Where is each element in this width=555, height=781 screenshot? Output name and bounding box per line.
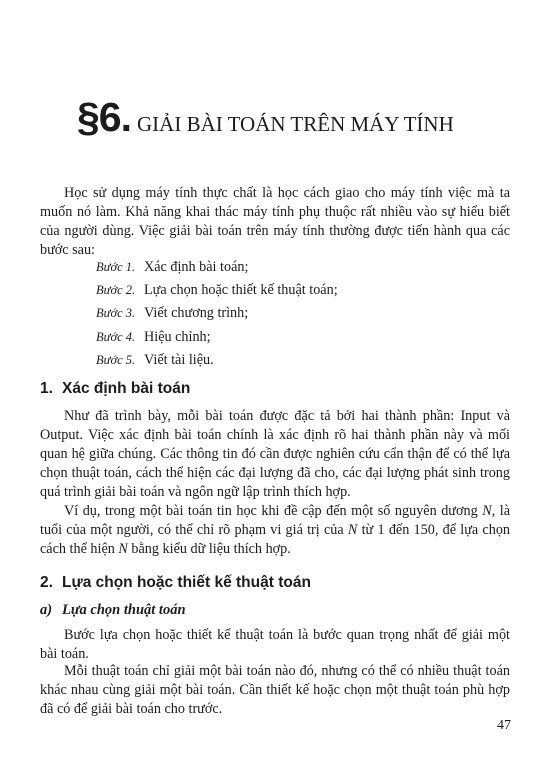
- section-1-number: 1.: [40, 380, 53, 397]
- step-label: Bước 3.: [96, 306, 136, 321]
- section-1-heading: [40, 380, 190, 398]
- section-number: §6.: [77, 94, 131, 140]
- step-text: Viết tài liệu.: [144, 351, 214, 368]
- step-item: [96, 328, 338, 351]
- variable-n: N: [482, 503, 492, 519]
- step-text: Hiệu chỉnh;: [144, 328, 211, 345]
- text-run: Ví dụ, trong một bài toán tin học khi đề cập đến một số nguyên dương: [64, 503, 483, 519]
- section-1-paragraph-2: [40, 502, 510, 559]
- page-number: 47: [497, 718, 511, 733]
- step-text: Lựa chọn hoặc thiết kế thuật toán;: [144, 282, 338, 299]
- subsection-a-number: a): [40, 602, 53, 618]
- step-text: Viết chương trình;: [144, 305, 249, 322]
- step-label: Bước 2.: [96, 283, 136, 298]
- section-2-paragraph-1: Bước lựa chọn hoặc thiết kế thuật toán là bước quan trọng nhất để giải một bài toán.: [40, 627, 510, 662]
- text-run: từ 1 đến 150, để lựa chọn cách thể hiện: [40, 522, 511, 557]
- step-item: [96, 351, 338, 374]
- step-label: Bước 1.: [96, 260, 136, 274]
- step-label: Bước 4.: [96, 329, 136, 344]
- section-2-number: 2.: [40, 574, 53, 591]
- chapter-title: [77, 94, 535, 141]
- section-title-text: GIẢI BÀI TOÁN TRÊN MÁY TÍNH: [137, 112, 454, 136]
- intro-paragraph: Học sử dụng máy tính thực chất là học cách giao cho máy tính việc mà ta muốn nó làm. Khả năng khai thác máy tính phụ thuộc rất nhiều vào sự hiểu biết của người dùng. Việc giải bài toán trên máy tính thường được tiến hành qua các bước sau:: [40, 185, 510, 258]
- steps-list: [96, 258, 338, 374]
- section-1-title: Xác định bài toán: [62, 380, 191, 397]
- step-item: [96, 304, 338, 327]
- section-2-paragraph-2: Mỗi thuật toán chỉ giải một bài toán nào đó, nhưng có thể có nhiều thuật toán khác nhau cùng giải một bài toán. Cần thiết kế hoặc chọn một thuật toán phù hợp đã có để giải bài toán cho trước.: [40, 663, 510, 717]
- section-1-paragraph-1: Như đã trình bày, mỗi bài toán được đặc tả bởi hai thành phần: Input và Output. Việc xác định bài toán chính là xác định rõ hai thành phần này và mối quan hệ giữa chúng. Các thông tin đó cần được nghiên cứu cẩn thận để có thể lựa chọn thuật toán, cách thể hiện các đại lượng đã cho, các đại lượng phát sinh trong quá trình giải bài toán và ngôn ngữ lập trình thích hợp.: [40, 408, 510, 500]
- step-text: Xác định bài toán;: [144, 259, 249, 275]
- section-2-title: Lựa chọn hoặc thiết kế thuật toán: [62, 574, 311, 591]
- text-run: bằng kiểu dữ liệu thích hợp.: [127, 541, 291, 557]
- section-2-heading: [40, 574, 311, 592]
- subsection-a-title: Lựa chọn thuật toán: [62, 602, 186, 618]
- step-item: [96, 281, 338, 304]
- variable-n: N: [347, 522, 358, 538]
- text-run: , là tuổi của một người, có thể chỉ rõ phạm vi giá trị của: [40, 503, 511, 538]
- step-item: [96, 258, 338, 281]
- variable-n: N: [118, 541, 128, 557]
- subsection-a-heading: [40, 602, 186, 619]
- step-label: Bước 5.: [96, 352, 136, 367]
